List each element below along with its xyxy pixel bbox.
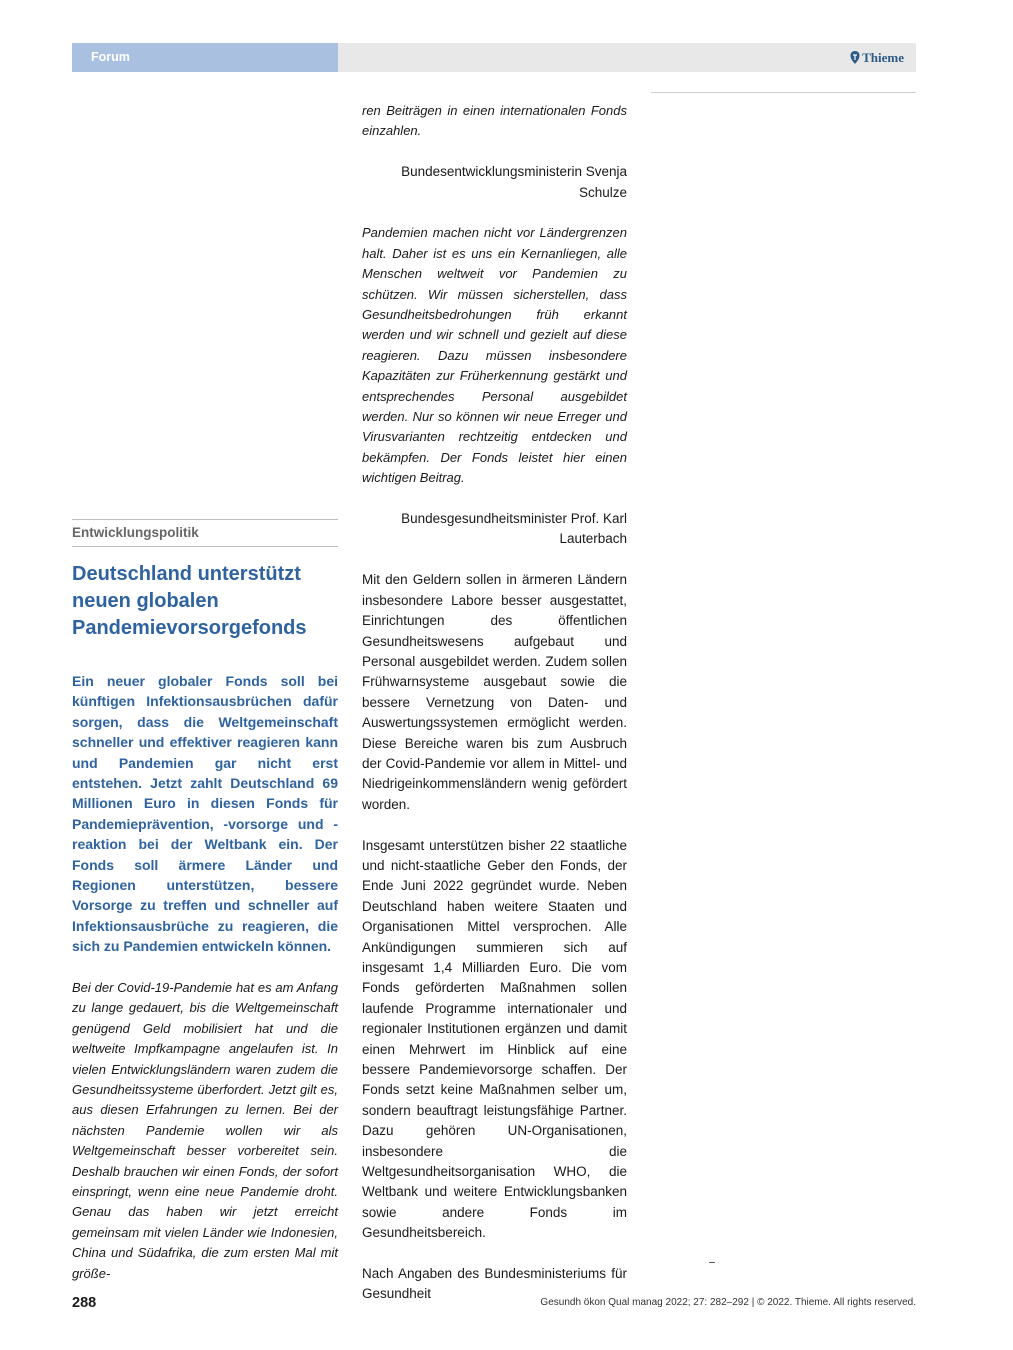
article-heading: [72, 519, 338, 642]
kicker: Entwicklungspolitik: [72, 519, 338, 547]
page-number: 288: [72, 1295, 97, 1311]
divider-mark: [709, 1262, 715, 1263]
column-rule: [651, 92, 916, 93]
thieme-logo-icon: [850, 51, 860, 64]
quote-lauterbach: Pandemien machen nicht vor Ländergrenzen halt. Daher ist es uns ein Kernanliegen, alle Menschen weltweit vor Pandemien zu schützen. Wir müssen sicherstellen, dass Gesundheitsbedrohungen früh erkannt werden und wir schnell und gezielt auf diese reagieren. Dazu müssen insbesondere Kapazitäten zur Früherkennung gestärkt und entsprechendes Personal ausgebildet werden. Nur so können wir neue Erreger und Virusvarianten rechtzeitig entdecken und bekämpfen. Der Fonds leistet hier einen wichtigen Beitrag.: [362, 225, 627, 486]
quote-author-schulze: Bundesentwicklungsministerin Svenja Schulze: [401, 164, 627, 200]
body-paragraph-1: Mit den Geldern sollen in ärmeren Ländern insbesondere Labore besser ausgestattet, Einrichtungen des öffentlichen Gesundheitswesens aufgebaut und Personal ausgebildet werden. Zudem sollen Frühwarnsysteme ausgebaut sowie die bessere Vernetzung von Daten- und Auswertungssystemen ermöglicht werden. Diese Bereiche waren bis zum Ausbruch der Covid-Pandemie vor allem in Mittel- und Niedrigeinkommensländern wenig gefördert worden.: [362, 572, 627, 812]
running-header: [72, 43, 916, 72]
citation-line: Gesundh ökon Qual manag 2022; 27: 282–292 | © 2022. Thieme. All rights reserved.: [540, 1297, 916, 1308]
headline: Deutschland unterstützt neuen globalen Pandemievorsorgefonds: [72, 563, 307, 639]
lead-paragraph: Ein neuer globaler Fonds soll bei künftigen Infektionsausbrüchen dafür sorgen, dass die Weltgemeinschaft schneller und effektiver reagieren kann und Pandemien gar nicht erst entstehen. Jetzt zahlt Deutschland 69 Millionen Euro in diesen Fonds für Pandemieprävention, -vorsorge und -reaktion bei der Weltbank ein. Der Fonds soll ärmere Länder und Regionen unterstützen, bessere Vorsorge zu treffen und schneller auf Infektionsausbrüche zu reagieren, die sich zu Pandemien entwickeln können.: [72, 673, 338, 955]
publisher-name: Thieme: [862, 50, 904, 65]
section-label: Forum: [72, 43, 338, 72]
middle-column: [362, 101, 627, 1305]
body-paragraph-2: Insgesamt unterstützen bisher 22 staatliche und nicht-staatliche Geber den Fonds, der Ende Juni 2022 gegründet wurde. Neben Deutschland haben weitere Staaten und Organisationen Mittel versprochen. Alle Ankündigungen summieren sich auf insgesamt 1,4 Milliarden Euro. Die vom Fonds geförderten Maßnahmen sollen laufende Programme internationaler und regionaler Institutionen ergänzen und damit einen Mehrwert im Hinblick auf eine bessere Pandemievorsorge schaffen. Der Fonds setzt keine Maßnahmen selber um, sondern beauftragt leistungsfähige Partner. Dazu gehören UN-Organisationen, insbesondere die Weltgesundheitsorganisation WHO, die Weltbank und weitere Entwicklungsbanken sowie andere Fonds im Gesundheitsbereich.: [362, 837, 627, 1241]
quote-schulze-end: ren Beiträgen in einen internationalen Fonds einzahlen.: [362, 103, 627, 139]
publisher-logo: [850, 43, 904, 72]
quote-author-lauterbach: Bundesgesundheitsminister Prof. Karl Lauterbach: [401, 511, 627, 547]
source-note: Nach Angaben des Bundesministeriums für Gesundheit: [362, 1266, 627, 1302]
quote-schulze-start: Bei der Covid-19-Pandemie hat es am Anfang zu lange gedauert, bis die Weltgemeinschaft genügend Geld mobilisiert hat und die weltweite Impfkampagne angelaufen ist. In vielen Entwicklungsländern waren zudem die Gesundheitssysteme überfordert. Jetzt gilt es, aus diesen Erfahrungen zu lernen. Bei der nächsten Pandemie wollen wir als Weltgemeinschaft besser vorbereitet sein. Deshalb brauchen wir einen Fonds, der sofort einspringt, wenn eine neue Pandemie droht. Genau das haben wir jetzt erreicht gemeinsam mit vielen Länder wie Indonesien, China und Südafrika, die zum ersten Mal mit größe-: [72, 980, 338, 1281]
